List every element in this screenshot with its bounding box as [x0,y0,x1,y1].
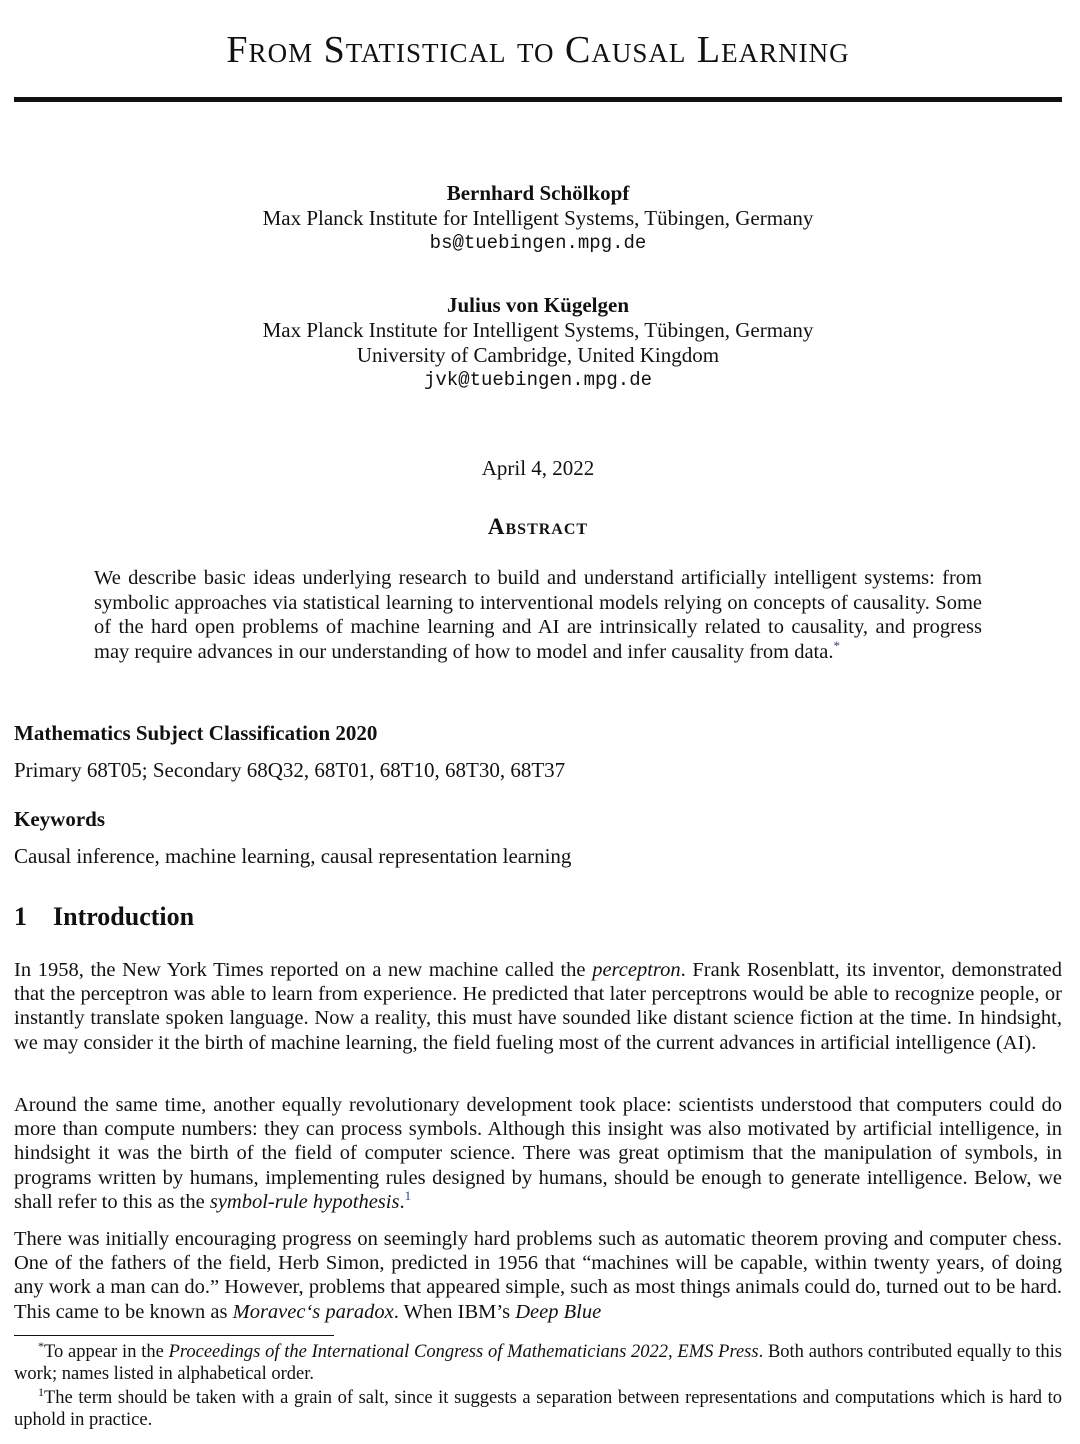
paragraph-text: . [399,1190,405,1213]
footnote-mark: * [38,1338,44,1353]
paragraph-emphasis: Moravec‘s paradox [232,1300,394,1323]
author-email: jvk@tuebingen.mpg.de [423,369,653,391]
author-name: Bernhard Schölkopf [446,181,630,205]
footnote-text: To appear in the [44,1342,169,1362]
msc-text: Primary 68T05; Secondary 68Q32, 68T01, 68T10, 68T30, 68T37 [14,758,566,782]
author-name: Julius von Kügelgen [446,293,630,317]
paragraph-2 [14,1093,1062,1214]
paragraph-text: There was initially encouraging progress on seemingly hard problems such as automatic theorem proving and computer chess. One of the fathers of the field, Herb Simon, predicted in 1956 that “machines will be capable, within twenty years, of doing any work a man can do.” However, problems that appeared simple, such as most things animals could do, turned out to be hard. This came to be known as [14,1228,1062,1323]
paragraph-1 [14,958,1062,1055]
footnote-emphasis: Proceedings of the International Congress of Mathematicians 2022, EMS Press [168,1342,759,1362]
paragraph-text: . Frank Rosenblatt, its inventor, demonstrated that the perceptron was able to learn from experience. He predicted that later perceptrons would be able to recognize people, or instantly translate spoken language. Now a reality, this must have sounded like distant science fiction at the time. In hindsight, we may consider it the birth of machine learning, the field fueling most of the current advances in artificial intelligence (AI). [14,959,1063,1054]
author-affiliation: Max Planck Institute for Intelligent Systems, Tübingen, Germany [262,206,814,230]
abstract-heading: Abstract [487,514,589,539]
section-number: 1 [14,902,27,931]
footnote-text: The term should be taken with a grain of salt, since it suggests a separation between representations and computations which is hard to uphold in practice. [14,1388,1062,1430]
section-title: Introduction [53,902,195,931]
paper-title: From Statistical to Causal Learning [226,29,850,71]
author-block-1 [14,181,1062,256]
paragraph-text: Around the same time, another equally revolutionary development took place: scientists understood that computers could do more than compute numbers: they can process symbols. Although this insight was also motivated by artificial intelligence, in hindsight it was the birth of the field of computer science. There was great optimism that the manipulation of symbols, in programs written by humans, implementing rules designed by humans, should be enough to generate intelligence. Below, we shall refer to this as the [14,1094,1062,1213]
paragraph-text: In 1958, the New York Times reported on a new machine called the [14,959,593,981]
footnote-mark: 1 [38,1384,44,1399]
author-email: bs@tuebingen.mpg.de [429,232,647,254]
paragraph-emphasis: perceptron [592,959,681,981]
paragraph-text: . When IBM’s [393,1300,516,1323]
author-block-2 [14,293,1062,393]
paragraph-emphasis: Deep Blue [515,1300,602,1323]
footnote-1 [14,1338,1062,1385]
keywords-heading: Keywords [14,807,105,831]
footnote-link[interactable]: * [833,637,840,653]
abstract-body: We describe basic ideas underlying research to build and understand artificially intelligent systems: from symbolic approaches via statistical learning to interventional models relying on concepts of causality. Some of the hard open problems of machine learning and AI are intrinsically related to causality, and progress may require advances in our understanding of how to model and infer causality from data. [94,567,982,663]
paper-date: April 4, 2022 [481,456,595,480]
footnote-rule [14,1335,334,1336]
title-rule [14,97,1062,102]
footnote-text: . Both authors contributed equally to this work; names listed in alphabetical order. [14,1342,1062,1384]
keywords-text: Causal inference, machine learning, causal representation learning [14,844,572,868]
footnote-link[interactable]: 1 [404,1187,412,1203]
author-affiliation: Max Planck Institute for Intelligent Systems, Tübingen, Germany [262,318,814,342]
paragraph-3 [14,1227,1062,1324]
msc-heading: Mathematics Subject Classification 2020 [14,721,378,745]
footnote-2 [14,1384,1062,1431]
section-heading [14,902,194,932]
abstract-text [94,566,982,664]
paragraph-emphasis: symbol-rule hypothesis [209,1190,400,1213]
author-affiliation: University of Cambridge, United Kingdom [356,343,720,367]
